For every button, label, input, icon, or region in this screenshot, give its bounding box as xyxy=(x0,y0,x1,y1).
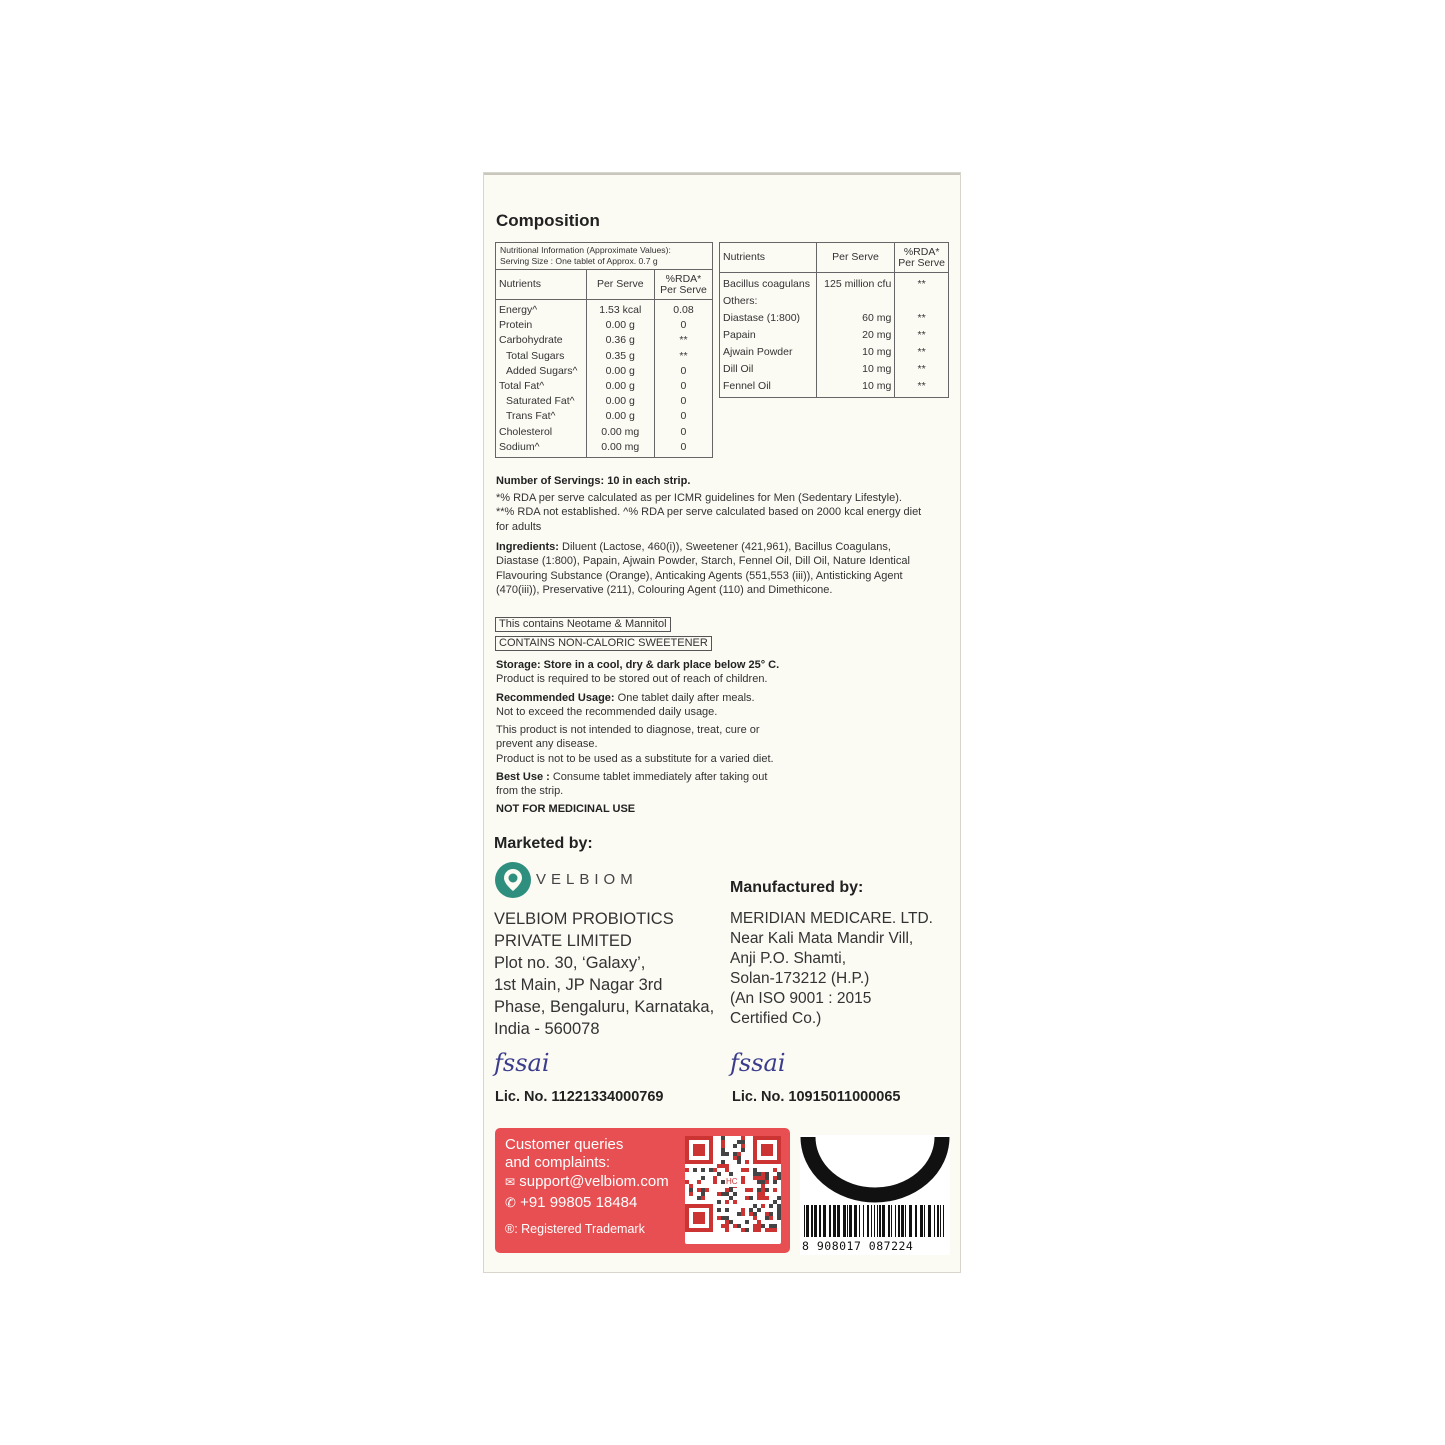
barcode-image xyxy=(800,1135,950,1255)
per-serve-value: 0.35 g xyxy=(586,349,654,364)
phone-icon: ✆ xyxy=(505,1195,516,1210)
per-serve-value: 0.00 mg xyxy=(586,440,654,458)
velbiom-logo xyxy=(494,861,638,904)
nutrient-name: Carbohydrate xyxy=(496,333,587,348)
contact-phone[interactable]: ✆ +91 99805 18484 xyxy=(505,1194,638,1211)
col-per-serve: Per Serve xyxy=(816,243,895,273)
table-row xyxy=(720,293,949,310)
probiotic-table-body xyxy=(720,273,949,398)
address-line: VELBIOM PROBIOTICS xyxy=(494,910,674,928)
address-line: 1st Main, JP Nagar 3rd xyxy=(494,976,663,994)
rda-value: ** xyxy=(895,327,949,344)
table-row xyxy=(720,344,949,361)
table-row xyxy=(496,425,713,440)
address-line: India - 560078 xyxy=(494,1020,600,1038)
servings-text: Number of Servings: 10 in each strip. xyxy=(496,475,691,487)
address-line: Phase, Bengaluru, Karnataka, xyxy=(494,998,715,1016)
col-rda: %RDA* Per Serve xyxy=(895,243,949,273)
nutrient-name: Fennel Oil xyxy=(720,378,817,398)
table-row xyxy=(496,409,713,424)
best-use-text: Best Use : Consume tablet immediately after taking out from the strip. xyxy=(496,771,768,798)
marketed-by-heading: Marketed by: xyxy=(494,835,593,852)
nutrient-name: Protein xyxy=(496,318,587,333)
col-per-serve: Per Serve xyxy=(586,270,654,300)
rda-value: 0 xyxy=(654,364,712,379)
rda-value: ** xyxy=(654,333,712,348)
per-serve-value xyxy=(816,293,895,310)
rda-value: 0 xyxy=(654,318,712,333)
rda-value: ** xyxy=(895,344,949,361)
composition-title: Composition xyxy=(496,211,600,230)
probiotic-table xyxy=(719,242,949,398)
ingredients-text: Ingredients: Diluent (Lactose, 460(i)), Sweetener (421,961), Bacillus Coagulans, Diastase (1:800), Papain, Ajwain Powder, Starch, Fennel Oil, Dill Oil, Nature Identical Flavouring Substance (Orange), Anticaking Agents (551,553 (iii)), Antisticking Agent (470(iii)), Preservative (211), Colouring Agent (110) and Dimethicone. xyxy=(496,541,910,596)
manufactured-license: Lic. No. 10915011000065 xyxy=(732,1089,901,1105)
fssai-logo: fssai xyxy=(494,1049,550,1077)
col-nutrients: Nutrients xyxy=(720,243,817,273)
table-row xyxy=(496,440,713,458)
nutrient-name: Sodium^ xyxy=(496,440,587,458)
table-row xyxy=(720,310,949,327)
customer-contact-box xyxy=(495,1128,790,1253)
per-serve-value: 20 mg xyxy=(816,327,895,344)
address-line: Solan-173212 (H.P.) xyxy=(730,970,870,987)
rda-value: 0 xyxy=(654,379,712,394)
velbiom-logo-text: VELBIOM xyxy=(536,871,638,888)
contact-heading: Customer queries and complaints: xyxy=(505,1136,624,1171)
per-serve-value: 0.00 mg xyxy=(586,425,654,440)
rda-value xyxy=(895,293,949,310)
nutrition-info-header: Nutritional Information (Approximate Values): Serving Size : One tablet of Approx. 0.7 g xyxy=(496,243,713,270)
per-serve-value: 0.00 g xyxy=(586,379,654,394)
neotame-notice: This contains Neotame & Mannitol xyxy=(495,617,671,632)
qr-code[interactable] xyxy=(685,1136,781,1244)
trademark-note: ®: Registered Trademark xyxy=(505,1222,645,1236)
table-row xyxy=(720,361,949,378)
col-rda: %RDA* Per Serve xyxy=(654,270,712,300)
address-line: (An ISO 9001 : 2015 xyxy=(730,990,872,1007)
nutrient-name: Total Sugars xyxy=(496,349,587,364)
sweetener-notice: CONTAINS NON-CALORIC SWEETENER xyxy=(495,636,712,651)
not-medicinal-text: NOT FOR MEDICINAL USE xyxy=(496,803,636,815)
nutrient-name: Trans Fat^ xyxy=(496,409,587,424)
address-line: PRIVATE LIMITED xyxy=(494,932,632,950)
nutrient-name: Others: xyxy=(720,293,817,310)
nutrition-table-body xyxy=(496,300,713,458)
per-serve-value: 0.00 g xyxy=(586,364,654,379)
qr-center-label: HC xyxy=(726,1177,738,1186)
address-line: MERIDIAN MEDICARE. LTD. xyxy=(730,910,933,927)
nutrient-name: Ajwain Powder xyxy=(720,344,817,361)
contact-email[interactable]: ✉ support@velbiom.com xyxy=(505,1173,669,1190)
table-row xyxy=(496,318,713,333)
manufactured-address xyxy=(730,909,933,1029)
table-row xyxy=(720,327,949,344)
barcode-number: 8 908017 087224 xyxy=(802,1239,914,1253)
velbiom-logo-icon xyxy=(494,861,532,899)
address-line: Plot no. 30, ‘Galaxy’, xyxy=(494,954,646,972)
marketed-address xyxy=(494,908,714,1040)
per-serve-value: 10 mg xyxy=(816,344,895,361)
disclaimer-text: This product is not intended to diagnose, treat, cure or prevent any disease. Product is not to be used as a substitute for a varied diet. xyxy=(496,724,774,765)
rda-value: 0.08 xyxy=(654,300,712,319)
nutrient-name: Total Fat^ xyxy=(496,379,587,394)
table-row xyxy=(496,300,713,319)
usage-text: Recommended Usage: One tablet daily after meals. Not to exceed the recommended daily usage. xyxy=(496,692,755,719)
per-serve-value: 0.00 g xyxy=(586,394,654,409)
per-serve-value: 0.00 g xyxy=(586,318,654,333)
nutrition-table xyxy=(495,242,713,458)
fssai-logo: fssai xyxy=(730,1049,786,1077)
table-row xyxy=(496,364,713,379)
nutrient-name: Added Sugars^ xyxy=(496,364,587,379)
nutrient-name: Energy^ xyxy=(496,300,587,319)
per-serve-value: 60 mg xyxy=(816,310,895,327)
marketed-license: Lic. No. 11221334000769 xyxy=(495,1089,664,1105)
address-line: Near Kali Mata Mandir Vill, xyxy=(730,930,914,947)
per-serve-value: 0.00 g xyxy=(586,409,654,424)
qr-url: www.happycultures.com xyxy=(698,1235,770,1242)
nutrient-name: Diastase (1:800) xyxy=(720,310,817,327)
product-label-panel xyxy=(483,172,961,1273)
nutrient-name: Cholesterol xyxy=(496,425,587,440)
address-line: Anji P.O. Shamti, xyxy=(730,950,847,967)
barcode xyxy=(800,1135,950,1255)
nutrient-name: Saturated Fat^ xyxy=(496,394,587,409)
address-line: Certified Co.) xyxy=(730,1010,822,1027)
nutrient-name: Dill Oil xyxy=(720,361,817,378)
rda-value: 0 xyxy=(654,394,712,409)
rda-value: 0 xyxy=(654,425,712,440)
rda-value: ** xyxy=(895,310,949,327)
rda-value: ** xyxy=(654,349,712,364)
nutrient-name: Bacillus coagulans xyxy=(720,273,817,294)
manufactured-by-heading: Manufactured by: xyxy=(730,879,864,896)
per-serve-value: 10 mg xyxy=(816,378,895,398)
nutrient-name: Papain xyxy=(720,327,817,344)
table-row xyxy=(496,379,713,394)
per-serve-value: 1.53 kcal xyxy=(586,300,654,319)
rda-value: 0 xyxy=(654,409,712,424)
rda-note: *% RDA per serve calculated as per ICMR guidelines for Men (Sedentary Lifestyle). **% RDA not established. ^% RDA per serve calculated based on 2000 kcal energy diet for adults xyxy=(496,492,922,533)
col-nutrients: Nutrients xyxy=(496,270,587,300)
per-serve-value: 0.36 g xyxy=(586,333,654,348)
storage-text: Storage: Store in a cool, dry & dark place below 25° C. Product is required to be stored out of reach of children. xyxy=(496,659,780,686)
mail-icon: ✉ xyxy=(505,1175,516,1189)
rda-value: ** xyxy=(895,273,949,294)
rda-value: ** xyxy=(895,378,949,398)
table-row xyxy=(496,349,713,364)
rda-value: ** xyxy=(895,361,949,378)
table-row xyxy=(720,273,949,294)
per-serve-value: 10 mg xyxy=(816,361,895,378)
per-serve-value: 125 million cfu xyxy=(816,273,895,294)
table-row xyxy=(720,378,949,398)
rda-value: 0 xyxy=(654,440,712,458)
top-divider xyxy=(484,173,960,175)
table-row xyxy=(496,333,713,348)
table-row xyxy=(496,394,713,409)
